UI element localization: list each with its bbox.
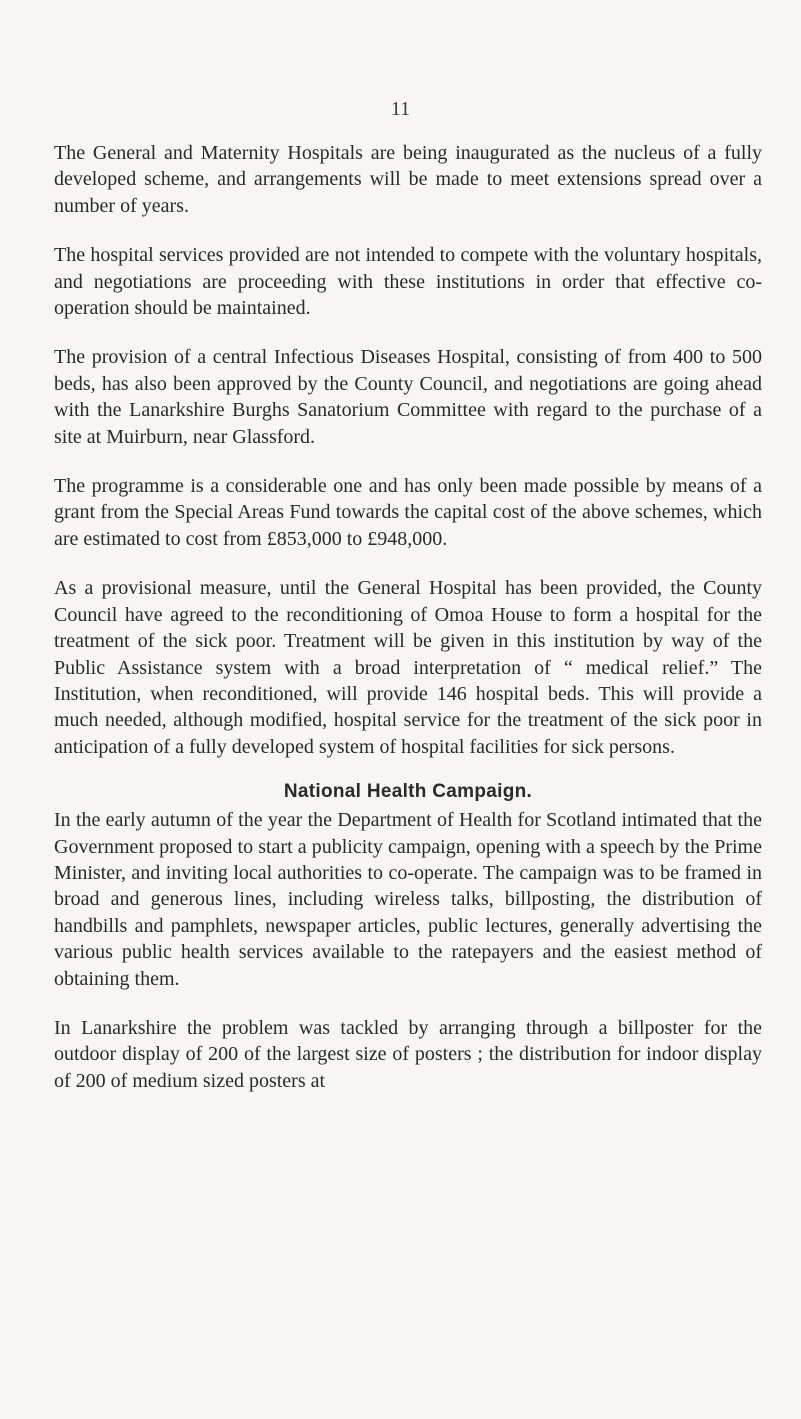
paragraph-campaign-intro: In the early autumn of the year the Department of Health for Scotland intimated that the Government proposed to start a publicity campaign, opening with a speech by the Prime Minister, and inviting local authorities to co-operate. The campaign was to be framed in broad and generous lines, including wireless talks, billposting, the distribution of handbills and pamphlets, newspaper articles, public lectures, generally advertising the various public health services available to the ratepayers and the easiest method of obtaining them. (54, 809, 762, 990)
paragraph-programme-cost: The programme is a considerable one and has only been made possible by means of a grant from the Special Areas Fund towards the capital cost of the above schemes, which are estimated to cost from £853,000 to £948,000. (54, 475, 762, 550)
paragraph-voluntary-hospitals: The hospital services provided are not intended to compete with the voluntary hospitals, and negotiations are proceeding with these institutions in order that effective co-operation should be maintained. (54, 244, 762, 320)
page-number: 11 (390, 98, 411, 120)
paragraph-omoa-house: As a provisional measure, until the General Hospital has been provided, the County Council have agreed to the reconditioning of Omoa House to form a hospital for the treatment of the sick poor. Treatment will be given in this institution by way of the Public Assistance system with a broad interpretation of “ medical relief.” The Institution, when reconditioned, will provide 146 hospital beds. This will provide a much needed, although modified, hospital service for the treatment of the sick poor in anticipation of a fully developed system of hospital facilities for sick persons. (54, 577, 762, 758)
paragraph-lanarkshire-posters: In Lanarkshire the problem was tackled by arranging through a billposter for the outdoor display of 200 of the largest size of posters ; the distribution for indoor display of 200 of medium sized posters at (54, 1016, 762, 1092)
section-heading: National Health Campaign. (283, 781, 533, 803)
document-body (54, 140, 762, 1117)
paragraph-infectious-diseases-hospital: The provision of a central Infectious Diseases Hospital, consisting of from 400 to 500 beds, has also been approved by the County Council, and negotiations are going ahead with the Lanarkshire Burghs Sanatorium Committee with regard to the purchase of a site at Muirburn, near Glassford. (54, 346, 762, 448)
paragraph-hospitals-inauguration: The General and Maternity Hospitals are being inaugurated as the nucleus of a fully developed scheme, and arrangements will be made to meet extensions spread over a number of years. (54, 142, 762, 217)
